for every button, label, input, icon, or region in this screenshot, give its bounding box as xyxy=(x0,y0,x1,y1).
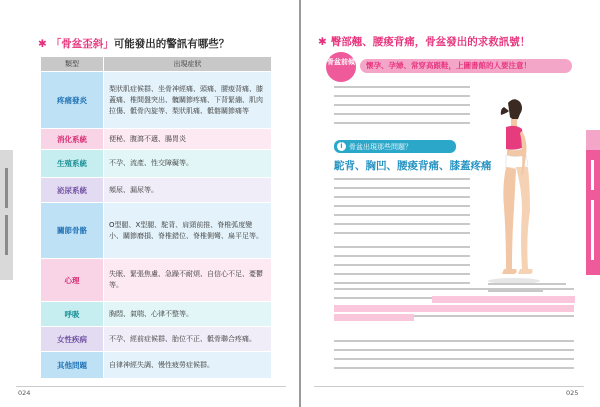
table-cell-type: 生殖系統 xyxy=(41,150,104,178)
table-cell-symptoms: 便秘、腹瀉不適、腸胃炎 xyxy=(104,129,272,150)
table-cell-symptoms: 胸悶、氣喘、心律不整等。 xyxy=(104,302,272,327)
table-row xyxy=(41,352,272,379)
right-page-heading xyxy=(318,34,530,49)
left-side-tab-text-placeholder xyxy=(5,168,8,208)
intro-highlight-text: 懷孕、孕婦、常穿高跟鞋，上圖書館的人要注意！ xyxy=(366,61,531,70)
footer-rule xyxy=(314,386,584,387)
highlighted-text-placeholder xyxy=(334,305,574,312)
table-cell-symptoms: 不孕、流產、性交障礙等。 xyxy=(104,150,272,178)
subheading-label: 骨盆出現那些問題？ xyxy=(349,143,412,151)
paragraph-placeholder xyxy=(334,246,470,291)
table-cell-symptoms: 不孕、經前症候群、胎位不正、骶骨聯合疼痛。 xyxy=(104,327,272,352)
highlighted-text-placeholder xyxy=(334,314,414,321)
table-cell-type: 女性疾病 xyxy=(41,327,104,352)
section-heading: 駝背、胸凹、腰痠背痛、膝蓋疼痛 xyxy=(334,160,492,172)
right-side-tab-top xyxy=(586,130,600,150)
paragraph-placeholder xyxy=(334,340,574,376)
table-row xyxy=(41,150,272,178)
table-header-symptoms: 出現症狀 xyxy=(104,57,272,72)
heading-text: 臀部翹、腰痠背痛，骨盆發出的求救訊號！ xyxy=(330,36,531,48)
heading-text: 可能發出的警訊有哪些？ xyxy=(113,38,230,50)
heading-highlight: 「骨盆歪斜」 xyxy=(50,38,114,50)
symptoms-table xyxy=(40,56,272,379)
table-row xyxy=(41,327,272,352)
page-number-right: 025 xyxy=(566,389,579,397)
table-row xyxy=(41,178,272,203)
footer-rule xyxy=(16,386,286,387)
right-side-tab-text-placeholder xyxy=(591,160,594,190)
table-row xyxy=(41,302,272,327)
highlighted-text-placeholder xyxy=(432,296,575,303)
table-row xyxy=(41,72,272,129)
table-cell-type: 關節骨骼 xyxy=(41,203,104,259)
table-row xyxy=(41,259,272,302)
info-icon: i xyxy=(337,142,346,151)
table-cell-symptoms: 頻尿、漏尿等。 xyxy=(104,178,272,203)
table-cell-type: 消化系統 xyxy=(41,129,104,150)
table-cell-symptoms: 梨狀肌症候群、坐骨神經痛、頭痛、腰痠背痛、膝蓋痛、椎間盤突出、髖關節疼痛、下背緊繃、肌肉拉傷、骶骨內旋等、梨狀肌痛、骶髂關節痛等 xyxy=(104,72,272,129)
table-row xyxy=(41,203,272,259)
table-cell-type: 心理 xyxy=(41,259,104,302)
figure-caption-placeholder xyxy=(488,283,566,297)
table-cell-type: 呼吸 xyxy=(41,302,104,327)
table-cell-symptoms: 失眠、緊張焦慮、急躁不耐煩、自信心不足、憂鬱等。 xyxy=(104,259,272,302)
pelvis-forward-badge: 骨盆前傾 xyxy=(326,52,356,82)
table-cell-type: 泌尿系統 xyxy=(41,178,104,203)
right-side-tab-text-placeholder-2 xyxy=(591,200,594,260)
woman-side-view-figure xyxy=(478,95,558,285)
asterisk-icon: ✱ xyxy=(318,36,327,48)
paragraph-placeholder xyxy=(334,86,470,131)
table-cell-symptoms: O型腿、X型腿、駝背、肩頸前推、脊椎弧度變小、關節磨損、脊椎錯位、脊椎側彎、扁平足等。 xyxy=(104,203,272,259)
paragraph-placeholder xyxy=(334,178,470,241)
table-row xyxy=(41,129,272,150)
left-page-heading xyxy=(38,36,229,51)
left-side-tab-text-placeholder-2 xyxy=(5,215,8,255)
table-cell-type: 疼痛發炎 xyxy=(41,72,104,129)
table-header-type: 類型 xyxy=(41,57,104,72)
page-number-left: 024 xyxy=(18,389,31,397)
table-cell-symptoms: 自律神經失調、慢性疲勞症候群。 xyxy=(104,352,272,379)
table-cell-type: 其他問題 xyxy=(41,352,104,379)
asterisk-icon: ✱ xyxy=(38,38,47,50)
